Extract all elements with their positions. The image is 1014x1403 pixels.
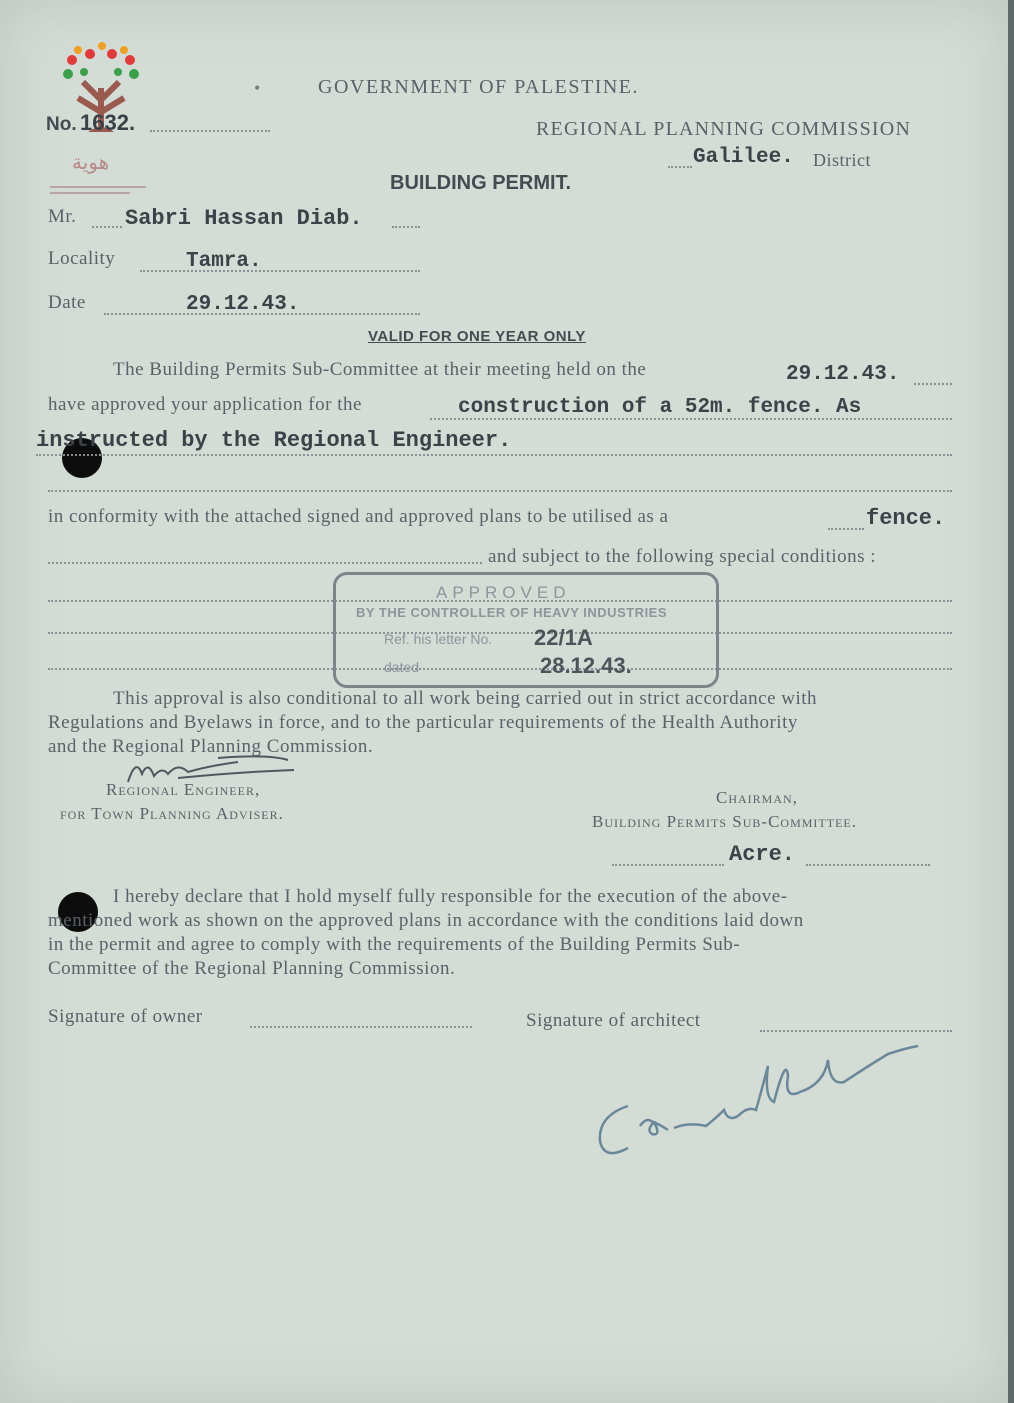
declaration-line-4: Committee of the Regional Planning Commission.: [48, 958, 456, 979]
locality-value: Tamra.: [186, 250, 262, 273]
purpose-dots-1: [430, 418, 952, 420]
stamp-ref-value: 22/1A: [534, 625, 593, 650]
page-edge: [1008, 0, 1014, 1403]
stamp-ref-label: Ref. his letter No.: [384, 631, 493, 647]
district-label: District: [813, 150, 871, 170]
locality-dots: [140, 270, 420, 272]
permit-title: BUILDING PERMIT.: [390, 172, 572, 194]
conditions-dots-lead: [48, 562, 482, 564]
use-dots: [828, 528, 864, 530]
cancelled-handwriting: [588, 1026, 928, 1166]
logo-caption-lines: [50, 186, 150, 200]
chairman-title: Chairman,: [716, 788, 798, 807]
purpose-line-2: instructed by the Regional Engineer.: [36, 428, 512, 453]
permit-number-value: 1632.: [80, 110, 136, 135]
purpose-dots-3: [48, 490, 952, 492]
mr-value: Sabri Hassan Diab.: [125, 206, 363, 231]
place-value: Acre.: [729, 842, 796, 867]
district-value: Galilee.: [693, 146, 794, 169]
purpose-dots-2: [36, 454, 952, 456]
owner-signature-label: Signature of owner: [48, 1006, 203, 1027]
logo-text: هوية: [72, 150, 110, 174]
government-heading: GOVERNMENT OF PALESTINE.: [318, 76, 640, 98]
district-dots: [668, 166, 692, 168]
place-dots-right: [806, 864, 930, 866]
use-value: fence.: [866, 506, 946, 531]
stamp-dated-value: 28.12.43.: [540, 653, 632, 678]
date-value: 29.12.43.: [186, 293, 300, 316]
condition-line-2: Regulations and Byelaws in force, and to the particular requirements of the Health Authority: [48, 712, 798, 733]
mr-dots-right: [392, 226, 420, 228]
heading-dot-mark: •: [254, 78, 261, 98]
approval-stamp: [333, 572, 719, 688]
mr-label: Mr.: [48, 206, 77, 227]
architect-signature-label: Signature of architect: [526, 1010, 701, 1031]
meeting-text: The Building Permits Sub-Committee at their meeting held on the: [113, 359, 647, 380]
permit-number-dots: [150, 130, 270, 132]
approved-text: have approved your application for the: [48, 394, 362, 415]
permit-number-label: No.: [46, 114, 77, 135]
validity-note: VALID FOR ONE YEAR ONLY: [368, 328, 586, 345]
owner-signature-line: [250, 1026, 472, 1028]
conformity-text: in conformity with the attached signed and approved plans to be utilised as a: [48, 506, 669, 527]
commission-heading: REGIONAL PLANNING COMMISSION: [536, 118, 912, 140]
declaration-line-3: in the permit and agree to comply with the requirements of the Building Permits Sub-: [48, 934, 741, 955]
purpose-line-1: construction of a 52m. fence. As: [458, 396, 862, 419]
stamp-dated-label: dated: [384, 659, 420, 675]
locality-label: Locality: [48, 248, 116, 269]
stamp-subtitle: BY THE CONTROLLER OF HEAVY INDUSTRIES: [356, 605, 668, 620]
condition-line-3: and the Regional Planning Commission.: [48, 736, 374, 757]
stamp-title: APPROVED: [436, 583, 571, 602]
mr-dots-left: [92, 226, 122, 228]
engineer-title: Regional Engineer,: [106, 780, 261, 799]
meeting-dots: [914, 383, 952, 385]
conditions-text: and subject to the following special conditions :: [488, 546, 877, 567]
declaration-line-1: I hereby declare that I hold myself fully responsible for the execution of the above-: [113, 886, 788, 907]
declaration-line-2: mentioned work as shown on the approved plans in accordance with the conditions laid down: [48, 910, 804, 931]
chairman-subtitle: Building Permits Sub-Committee.: [592, 812, 857, 831]
condition-line-1: This approval is also conditional to all work being carried out in strict accordance with: [113, 688, 818, 709]
engineer-subtitle: for Town Planning Adviser.: [60, 804, 284, 823]
meeting-date: 29.12.43.: [786, 363, 900, 386]
place-dots-left: [612, 864, 724, 866]
date-label: Date: [48, 292, 86, 313]
